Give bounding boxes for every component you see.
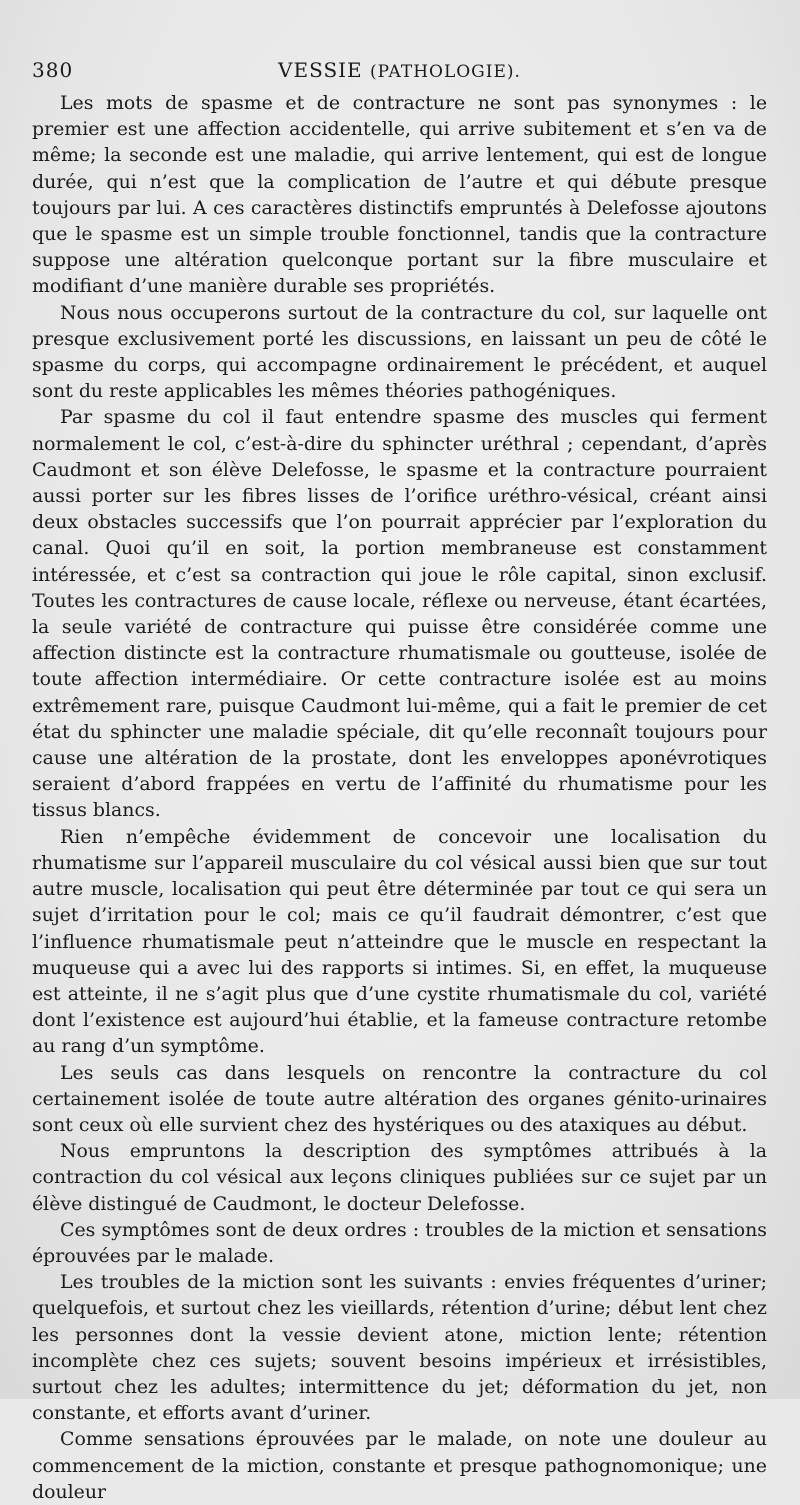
paragraph: Les mots de spasme et de contracture ne sont pas synonymes : le premier est une affection accidentelle, qui arrive subitement et s’en va de même; la seconde est une maladie, qui arrive lentement, qui est de longue durée, qui n’est que la complication de l’autre et qui débute presque toujours par lui. A ces caractères distinctifs empruntés à Delefosse ajoutons que le spasme est un simple trouble fonctionnel, tandis que la contracture suppose une altération quelconque portant sur la fibre musculaire et modifiant d’une manière durable ses propriétés. [32, 92, 767, 298]
page-header [32, 58, 767, 88]
paragraph: Comme sensations éprouvées par le malade, on note une douleur au commencement de la miction, constante et presque pathognomonique; une douleur [32, 1428, 767, 1503]
body-text [32, 90, 767, 1505]
paragraph: Rien n’empêche évidemment de concevoir une localisation du rhumatisme sur l’appareil musculaire du col vésical aussi bien que sur tout autre muscle, localisation qui peut être déterminée par tout ce qui sera un sujet d’irritation pour le col; mais ce qu’il faudrait démontrer, c’est que l’influence rhumatismale peut n’atteindre que le muscle en respectant la muqueuse qui a avec lui des rapports si intimes. Si, en effet, la muqueuse est atteinte, il ne s’agit plus que d’une cystite rhumatismale du col, variété dont l’existence est aujourd’hui établie, et la fameuse contracture retombe au rang d’un symptôme. [32, 825, 767, 1058]
paragraph: Par spasme du col il faut entendre spasme des muscles qui ferment normalement le col, c’est-à-dire du sphincter uréthral ; cependant, d’après Caudmont et son élève Delefosse, le spasme et la contracture pourraient aussi porter sur les fibres lisses de l’orifice uréthro-vésical, créant ainsi deux obstacles successifs que l’on pourrait apprécier par l’exploration du canal. Quoi qu’il en soit, la portion membraneuse est constamment intéressée, et c’est sa contraction qui joue le rôle capital, sinon exclusif. Toutes les contractures de cause locale, réflexe ou nerveuse, étant écartées, la seule variété de contracture qui puisse être considérée comme une affection distincte est la contracture rhumatismale ou goutteuse, isolée de toute affection intermédiaire. Or cette contracture isolée est au moins extrêmement rare, puisque Caudmont lui-même, qui a fait le premier de cet état du sphincter une maladie spéciale, dit qu’elle reconnaît toujours pour cause une altération de la prostate, dont les enveloppes aponévrotiques seraient d’abord frappées en vertu de l’affinité du rhumatisme pour les tissus blancs. [32, 406, 767, 822]
running-title [32, 58, 767, 82]
page-number: 380 [32, 58, 74, 82]
paragraph: Les troubles de la miction sont les suivants : envies fréquentes d’uriner; quelquefois, et surtout chez les vieillards, rétention d’urine; début lent chez les personnes dont la vessie devient atone, miction lente; rétention incomplète chez ces sujets; souvent besoins impérieux et irrésistibles, surtout chez les adultes; intermittence du jet; déformation du jet, non constante, et efforts avant d’uriner. [32, 1271, 767, 1425]
running-title-section: (PATHOLOGIE). [370, 62, 521, 82]
running-title-main: VESSIE [278, 58, 363, 82]
paragraph: Ces symptômes sont de deux ordres : troubles de la miction et sensations éprouvées par le malade. [32, 1218, 767, 1267]
paragraph: Nous empruntons la description des symptômes attribués à la contraction du col vésical aux leçons cliniques publiées sur ce sujet par un élève distingué de Caudmont, le docteur Delefosse. [32, 1140, 767, 1215]
paragraph: Nous nous occuperons surtout de la contracture du col, sur laquelle ont presque exclusivement porté les discussions, en laissant un peu de côté le spasme du corps, qui accompagne ordinairement le précédent, et auquel sont du reste applicables les mêmes théories pathogéniques. [32, 301, 767, 403]
paragraph: Les seuls cas dans lesquels on rencontre la contracture du col certainement isolée de toute autre altération des organes génito-urinaires sont ceux où elle survient chez des hystériques ou des ataxiques au début. [32, 1061, 767, 1136]
